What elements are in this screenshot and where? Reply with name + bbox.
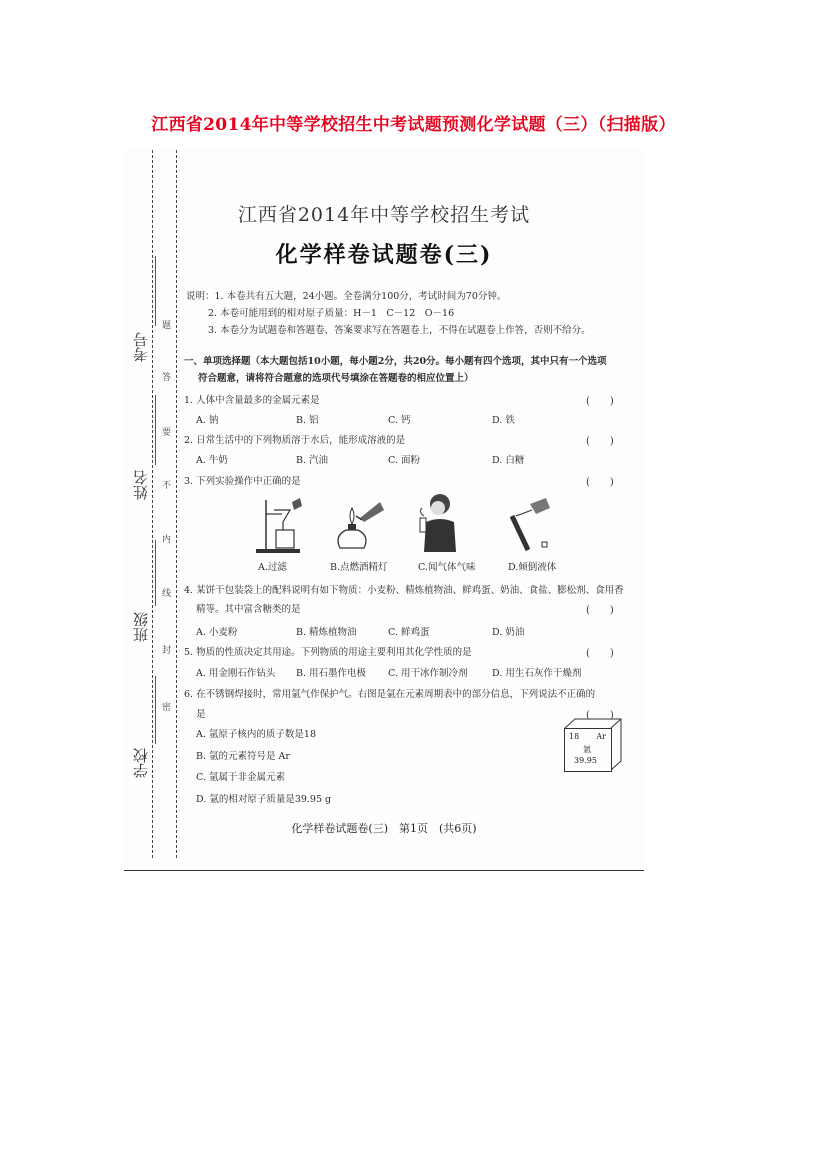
label-school: 学校 bbox=[132, 748, 150, 778]
question-5: 5. 物质的性质决定其用途。下列物质的用途主要利用其化学性质的是 bbox=[184, 647, 472, 658]
q6-option-a: A. 氩原子核内的质子数是18 bbox=[196, 729, 316, 740]
q2-option-d: D. 白糖 bbox=[492, 455, 525, 466]
blank-exam-number bbox=[155, 256, 156, 326]
note-1: 说明：1. 本卷共有五大题，24小题。全卷满分100分，考试时间为70分钟。 bbox=[186, 291, 507, 302]
q1-option-c: C. 钙 bbox=[388, 415, 411, 426]
bottom-rule bbox=[124, 870, 644, 871]
label-name: 姓名 bbox=[132, 470, 150, 500]
alcohol-lamp-figure bbox=[324, 496, 386, 554]
question-3: 3. 下列实验操作中正确的是 bbox=[184, 476, 301, 487]
q3-option-b: B.点燃酒精灯 bbox=[330, 562, 388, 573]
q2-option-b: B. 汽油 bbox=[296, 455, 329, 466]
question-2: 2. 日常生活中的下列物质溶于水后，能形成溶液的是 bbox=[184, 435, 406, 446]
q6-option-d: D. 氩的相对原子质量是39.95 g bbox=[196, 794, 332, 805]
dashed-line-inner bbox=[176, 150, 177, 858]
note-3: 3. 本卷分为试题卷和答题卷，答案要求写在答题卷上，不得在试题卷上作答，否则不给分。 bbox=[208, 325, 591, 336]
page-footer: 化学样卷试题卷(三) 第1页 (共6页) bbox=[291, 822, 477, 835]
blank-name bbox=[155, 395, 156, 465]
answer-paren: ( ) bbox=[586, 605, 614, 616]
q4-option-d: D. 奶油 bbox=[492, 627, 525, 638]
seal-char: 线 bbox=[162, 589, 172, 599]
q3-option-c: C.闻气体气味 bbox=[418, 562, 476, 573]
element-mass: 39.95 bbox=[574, 756, 597, 765]
q5-option-d: D. 用生石灰作干燥剂 bbox=[492, 668, 582, 679]
seal-char: 封 bbox=[162, 646, 172, 656]
question-6: 6. 在不锈钢焊接时，常用氩气作保护气。右图是氩在元素周期表中的部分信息，下列说法不正确的 bbox=[184, 689, 596, 700]
element-cell-3d-edge bbox=[564, 718, 622, 772]
q3-option-a: A.过滤 bbox=[258, 562, 287, 573]
q5-option-b: B. 用石墨作电极 bbox=[296, 668, 367, 679]
q4-option-b: B. 精炼植物油 bbox=[296, 627, 357, 638]
element-name: 氩 bbox=[583, 745, 591, 754]
answer-paren: ( ) bbox=[586, 396, 614, 407]
question-6-cont: 是 bbox=[196, 709, 206, 720]
q6-option-c: C. 氩属于非金属元素 bbox=[196, 772, 285, 783]
q5-option-a: A. 用金刚石作钻头 bbox=[196, 668, 276, 679]
q2-option-c: C. 面粉 bbox=[388, 455, 420, 466]
q1-option-b: B. 铝 bbox=[296, 415, 319, 426]
document-title: 江西省2014年中等学校招生中考试题预测化学试题（三）（扫描版） bbox=[151, 115, 676, 135]
q4-option-c: C. 鲜鸡蛋 bbox=[388, 627, 430, 638]
element-number: 18 bbox=[569, 732, 580, 741]
answer-paren: ( ) bbox=[586, 477, 614, 488]
section-heading-cont: 符合题意，请将符合题意的选项代号填涂在答题卷的相应位置上） bbox=[198, 373, 474, 384]
q2-option-a: A. 牛奶 bbox=[196, 455, 228, 466]
q1-option-a: A. 钠 bbox=[196, 415, 219, 426]
seal-char: 密 bbox=[162, 703, 172, 713]
label-class: 班级 bbox=[132, 612, 150, 642]
blank-school bbox=[155, 676, 156, 744]
dashed-line-outer bbox=[152, 150, 153, 858]
question-1: 1. 人体中含量最多的金属元素是 bbox=[184, 395, 320, 406]
label-exam-number: 考号 bbox=[132, 332, 150, 362]
seal-char: 不 bbox=[162, 481, 172, 491]
element-symbol: Ar bbox=[596, 732, 606, 741]
q3-option-d: D.倾倒液体 bbox=[508, 562, 557, 573]
question-4: 4. 某饼干包装袋上的配料说明有如下物质：小麦粉、精炼植物油、鲜鸡蛋、奶油、食盐、膨松剂、食用香 bbox=[184, 585, 624, 596]
filtration-figure bbox=[252, 496, 308, 554]
blank-class bbox=[155, 540, 156, 606]
seal-char: 内 bbox=[162, 535, 172, 545]
q4-option-a: A. 小麦粉 bbox=[196, 627, 238, 638]
seal-char: 答 bbox=[162, 373, 172, 383]
scanned-exam-page bbox=[124, 148, 644, 870]
seal-char: 要 bbox=[162, 428, 172, 438]
note-2: 2. 本卷可能用到的相对原子质量：H－1 C－12 O－16 bbox=[208, 308, 455, 319]
answer-paren: ( ) bbox=[586, 436, 614, 447]
answer-paren: ( ) bbox=[586, 648, 614, 659]
q6-option-b: B. 氩的元素符号是 Ar bbox=[196, 751, 290, 762]
question-4-cont: 精等。其中富含糖类的是 bbox=[196, 604, 301, 615]
seal-char: 题 bbox=[162, 321, 172, 331]
exam-header: 江西省2014年中等学校招生考试 bbox=[237, 204, 531, 226]
q1-option-d: D. 铁 bbox=[492, 415, 515, 426]
pour-liquid-figure bbox=[502, 496, 558, 554]
q5-option-c: C. 用干冰作制冷剂 bbox=[388, 668, 468, 679]
section-heading: 一、单项选择题（本大题包括10小题，每小题2分，共20分。每小题有四个选项，其中只有一个选项 bbox=[184, 356, 607, 367]
answer-paren: ( ) bbox=[586, 710, 614, 721]
exam-subtitle: 化学样卷试题卷(三) bbox=[275, 242, 493, 268]
smell-gas-figure bbox=[414, 490, 470, 554]
